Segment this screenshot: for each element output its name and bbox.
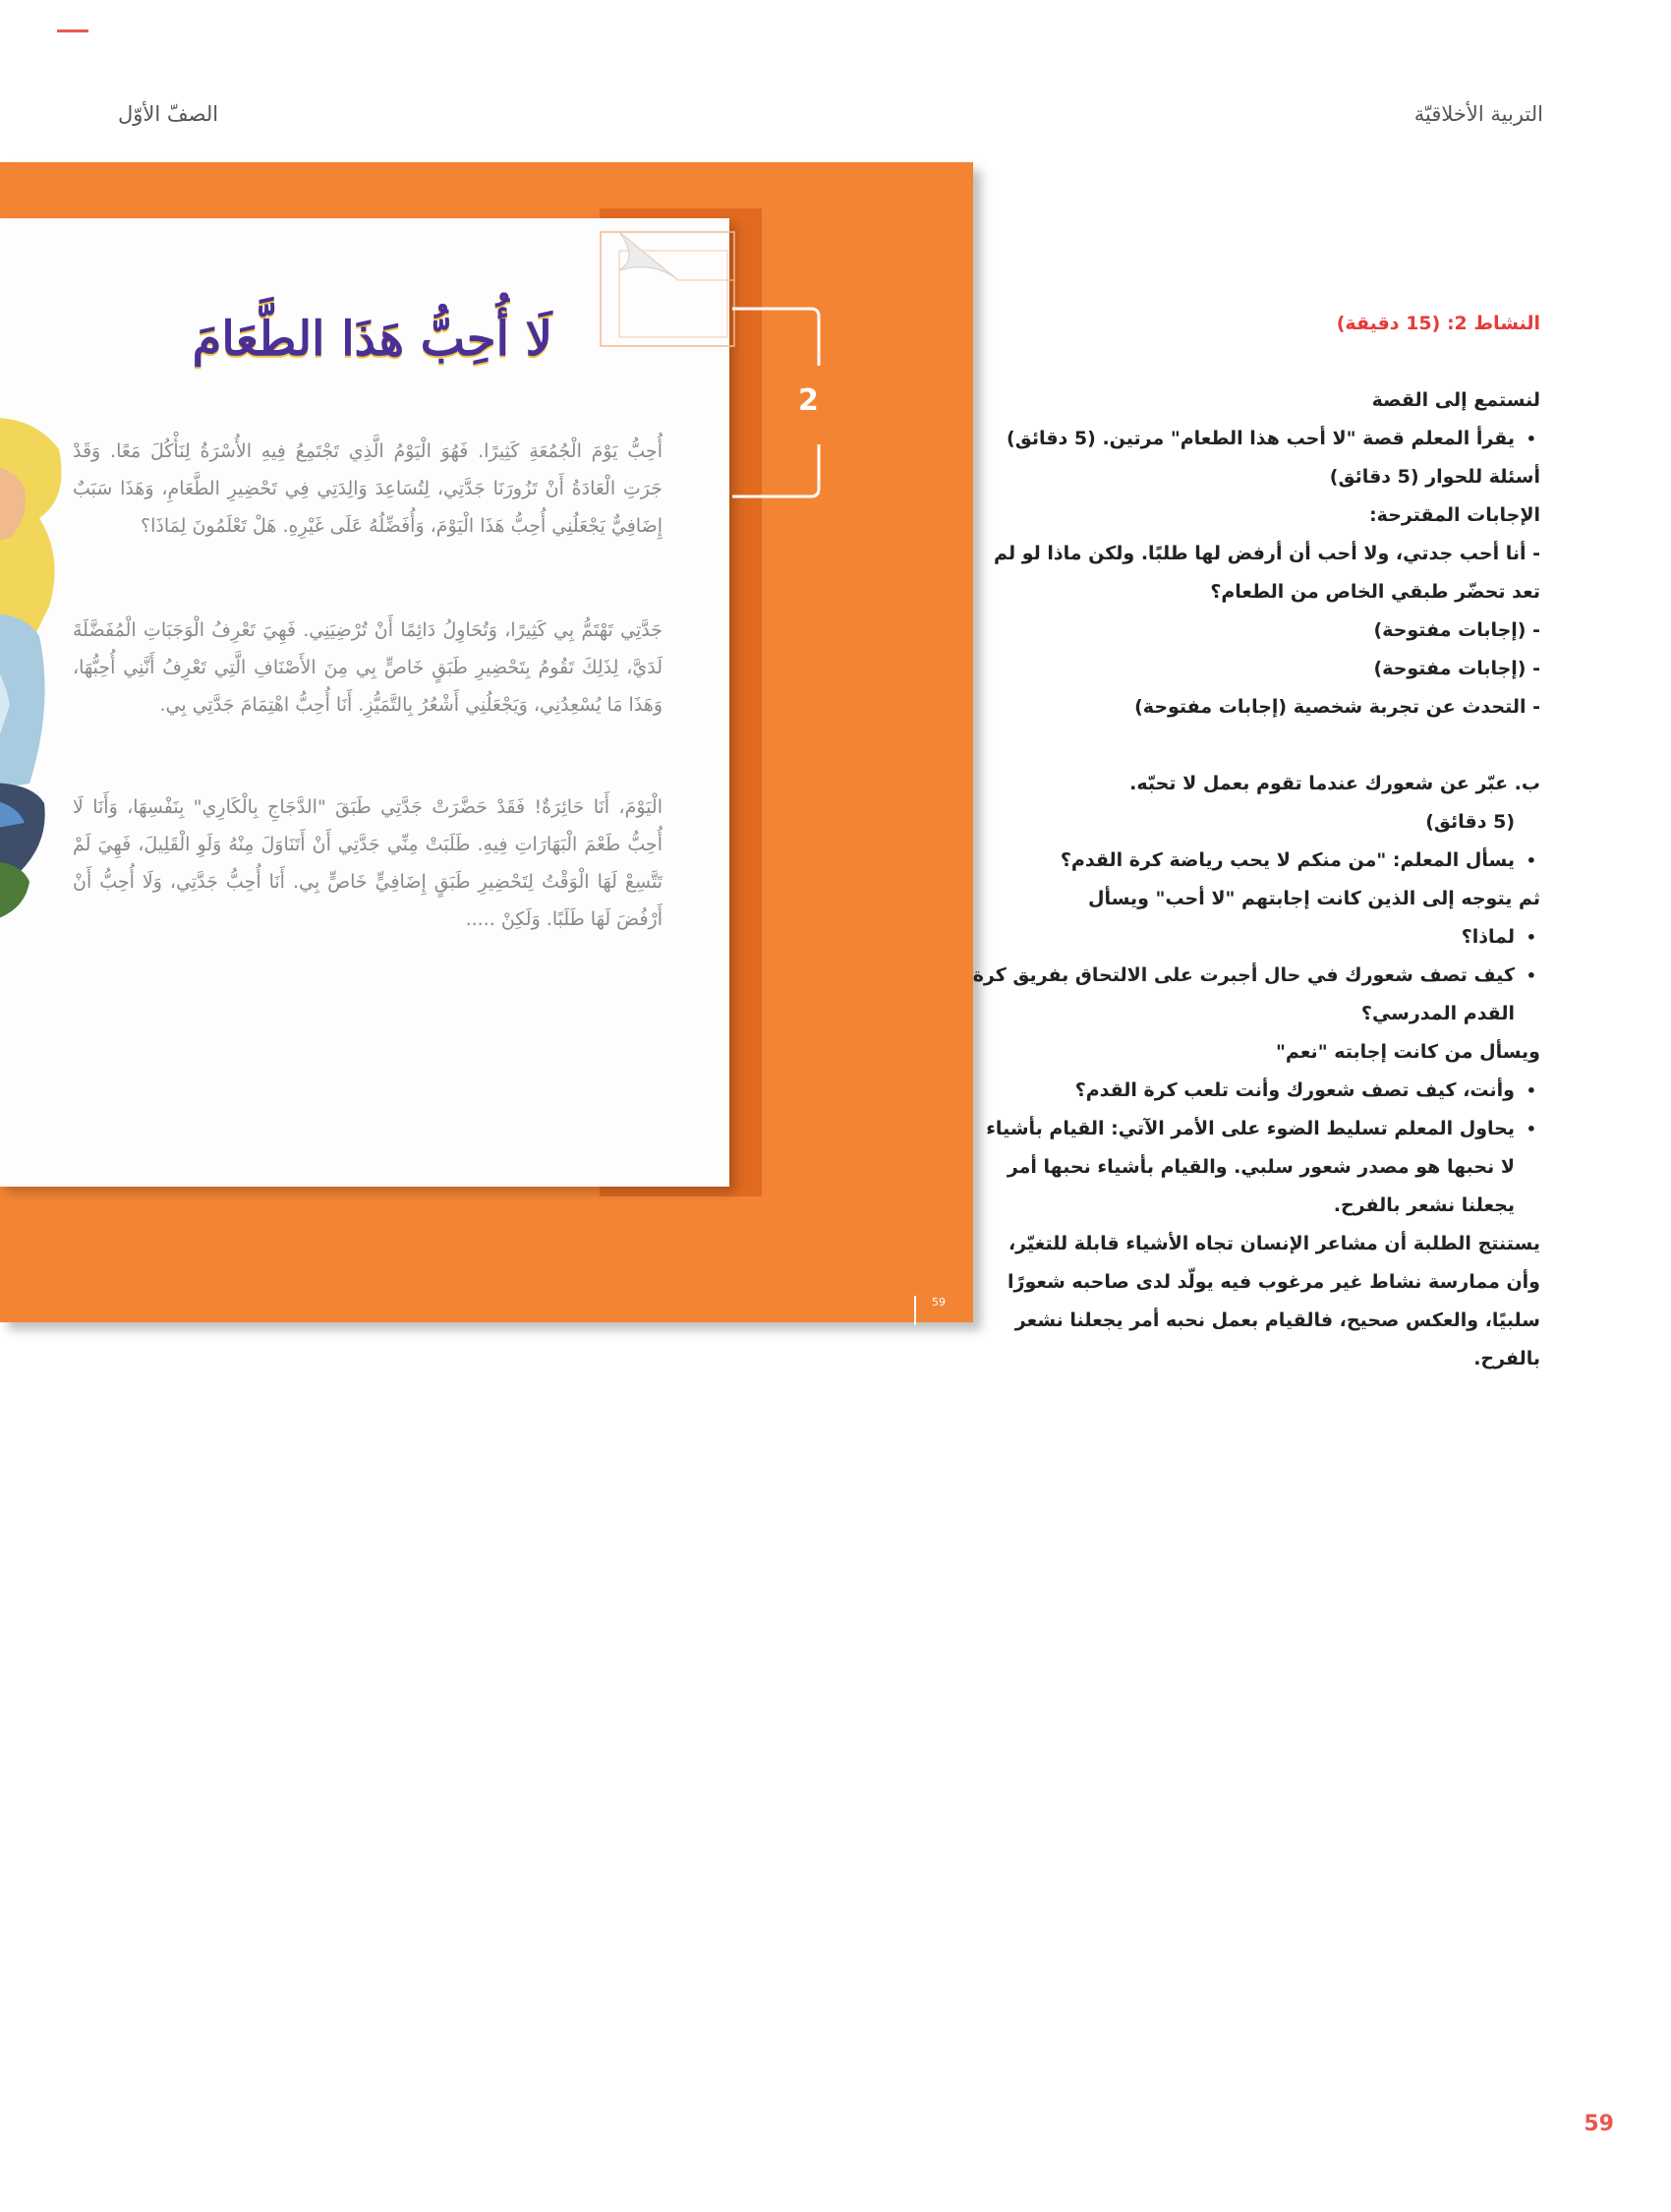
section-b-time: (5 دقائق) <box>1425 811 1515 833</box>
section-b-list <box>970 842 1540 880</box>
list-item: • يسأل المعلم: "من منكم لا يحب رياضة كرة القدم؟ <box>970 842 1540 880</box>
story-paragraph: جَدَّتِي تَهْتَمُّ بِي كَثِيرًا، وَتُحَاوِلُ دَائِمًا أَنْ تُرْضِيَنِي. فَهِيَ تَعْرِفُ الْوَجَبَاتِ الْمُفَضَّلَةَ لَدَيَّ، لِذَلِكَ تَقُومُ بِتَحْضِيرِ طَبَقٍ خَاصٍّ بِي مِنَ الأَصْنَافِ الَّتِي تَعْرِفُ أَنَّنِي أُحِبُّهَا، وَهَذَا مَا يُسْعِدُنِي، وَيَجْعَلُنِي أَشْعُرُ بِالتَّمَيُّزِ. أَنَا أُحِبُّ اهْتِمَامَ جَدَّتِي بِي. <box>73 619 663 716</box>
header-grade: الصفّ الأوّل <box>118 102 219 126</box>
student-book-page <box>0 218 729 1187</box>
list-item: • يقرأ المعلم قصة "لا أحب هذا الطعام" مرتين. (5 دقائق) <box>970 420 1540 458</box>
answer-line: - (إجابات مفتوحة) <box>1373 619 1540 641</box>
book-folio: 59 <box>932 1296 946 1309</box>
dialogue-heading: أسئلة للحوار (5 دقائق) <box>1329 466 1540 488</box>
answer-line: - أنا أحب جدتي، ولا أحب أن أرفض لها طلبًا. ولكن ماذا لو لم تعد تحضّر طبقي الخاص من الطعام؟ <box>994 543 1540 603</box>
header-subject: التربية الأخلاقيّة <box>1413 102 1543 126</box>
listen-heading: لنستمع إلى القصة <box>1371 389 1540 411</box>
conclusion-text: يستنتج الطلبة أن مشاعر الإنسان تجاه الأشياء قابلة للتغيّر، وأن ممارسة نشاط غير مرغوب فيه يولّد لدى صاحبه شعورًا سلبيًا، والعكس صحيح، فالقيام بعمل نحبه أمر يجعلنا نشعر بالفرح. <box>1008 1233 1540 1369</box>
answer-line: - التحدث عن تجربة شخصية (إجابات مفتوحة) <box>1134 696 1540 718</box>
guide-text: ويسأل من كانت إجابته "نعم" <box>1276 1041 1540 1063</box>
answers-heading: الإجابات المقترحة: <box>1369 504 1540 526</box>
activity-number: 2 <box>798 383 819 418</box>
girl-illustration <box>0 410 69 941</box>
section-b-heading: ب. عبّر عن شعورك عندما تقوم بعمل لا تحبّه. <box>1129 773 1540 794</box>
guide-text: ثم يتوجه إلى الذين كانت إجابتهم "لا أحب" ويسأل <box>1088 888 1540 909</box>
list-item: • لماذا؟ <box>970 918 1540 957</box>
folio-divider <box>914 1296 916 1325</box>
section-b-list <box>970 1072 1540 1225</box>
listen-list <box>970 420 1540 458</box>
page-number: 59 <box>1584 2112 1614 2136</box>
list-item: • كيف تصف شعورك في حال أجبرت على الالتحاق بفريق كرة القدم المدرسي؟ <box>970 957 1540 1033</box>
answer-line: - (إجابات مفتوحة) <box>1373 658 1540 679</box>
page-curl-icon <box>600 231 735 347</box>
story-paragraph: أُحِبُّ يَوْمَ الْجُمُعَةِ كَثِيرًا. فَهُوَ الْيَوْمُ الَّذِي تَجْتَمِعُ فِيهِ الأُسْرَةُ لِنَأْكُلَ مَعًا. وَقَدْ جَرَتِ الْعَادَةُ أَنْ تَزُورَنَا جَدَّتِي، لِتُسَاعِدَ وَالِدَتِي فِي تَحْضِيرِ الطَّعَامِ، وَهَذَا سَبَبٌ إِضَافِيٌّ يَجْعَلُنِي أُحِبُّ هَذَا الْيَوْمَ، وَأُفَضِّلُهُ عَلَى غَيْرِهِ. هَلْ تَعْلَمُونَ لِمَاذَا؟ <box>73 440 663 537</box>
spacer <box>970 727 1540 765</box>
list-item: • يحاول المعلم تسليط الضوء على الأمر الآتي: القيام بأشياء لا نحبها هو مصدر شعور سلبي. والقيام بأشياء نحبها أمر يجعلنا نشعر بالفرح. <box>970 1110 1540 1225</box>
story-title: لَا أُحِبُّ هَذَا الطَّعَامَ <box>192 312 552 367</box>
list-item: • وأنت، كيف تصف شعورك وأنت تلعب كرة القدم؟ <box>970 1072 1540 1110</box>
teacher-guide <box>970 305 1540 1378</box>
spacer <box>970 343 1540 381</box>
story-paragraph: الْيَوْمَ، أَنَا حَائِرَةٌ! فَقَدْ حَضَّرَتْ جَدَّتِي طَبَقَ "الدَّجَاجِ بِالْكَارِي" بِنَفْسِهَا، وَأَنَا لَا أُحِبُّ طَعْمَ الْبَهَارَاتِ فِيهِ. طَلَبَتْ مِنِّي جَدَّتِي أَنْ أَتَنَاوَلَ مِنْهُ وَلَوِ الْقَلِيلَ، فَهِيَ لَمْ تَتَّسِعْ لَهَا الْوَقْتُ لِتَحْضِيرِ طَبَقٍ إِضَافِيٍّ خَاصٍّ بِي. أَنَا أُحِبُّ جَدَّتِي، وَلَا أُحِبُّ أَنْ أَرْفُضَ لَهَا طَلَبًا. وَلَكِنْ ..... <box>73 796 663 930</box>
activity-heading: النشاط 2: (15 دقيقة) <box>1336 313 1540 334</box>
section-b-list <box>970 918 1540 1033</box>
top-color-mark <box>57 29 88 32</box>
